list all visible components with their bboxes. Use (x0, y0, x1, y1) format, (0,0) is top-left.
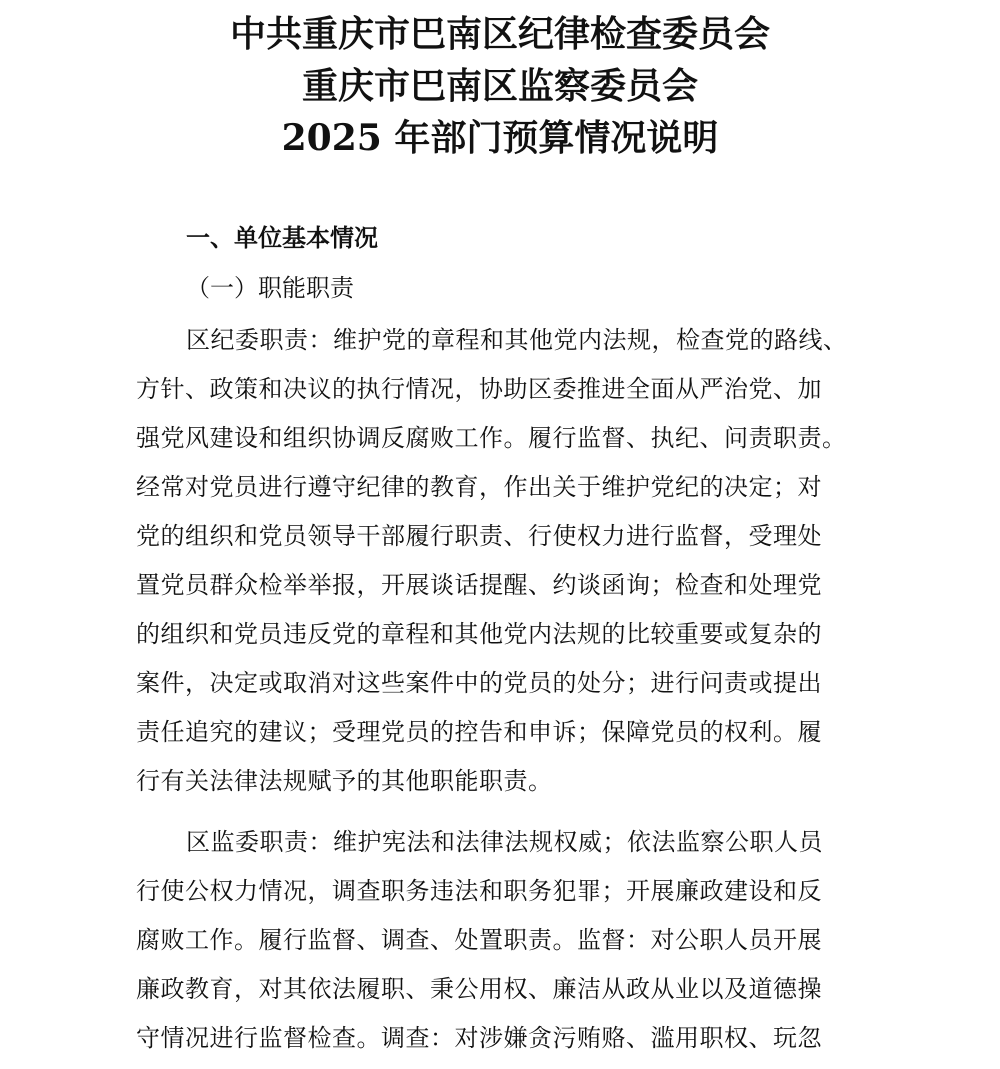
document-title (0, 8, 1000, 164)
paragraph-line: 腐败工作。履行监督、调查、处置职责。监督：对公职人员开展 (136, 926, 822, 954)
title-line-1: 中共重庆市巴南区纪律检查委员会 (229, 13, 770, 55)
title-line-2: 重庆市巴南区监察委员会 (301, 65, 698, 107)
paragraph-line: 区纪委职责：维护党的章程和其他党内法规，检查党的路线、 (186, 326, 848, 354)
paragraph-line: 方针、政策和决议的执行情况，协助区委推进全面从严治党、加 (136, 375, 822, 403)
paragraph-line: 区监委职责：维护宪法和法律法规权威；依法监察公职人员 (186, 828, 823, 856)
paragraph-line: 党的组织和党员领导干部履行职责、行使权力进行监督，受理处 (136, 522, 822, 550)
title-line-3: 2025 年部门预算情况说明 (281, 117, 719, 159)
paragraph-line: 责任追究的建议；受理党员的控告和申诉；保障党员的权利。履 (136, 718, 822, 746)
paragraph-supervision-duties (136, 818, 896, 1063)
paragraph-line: 廉政教育，对其依法履职、秉公用权、廉洁从政从业以及道德操 (136, 975, 822, 1003)
paragraph-commission-duties (136, 316, 896, 806)
paragraph-line: 的组织和党员违反党的章程和其他党内法规的比较重要或复杂的 (136, 620, 822, 648)
paragraph-line: 行有关法律法规赋予的其他职能职责。 (136, 767, 553, 795)
paragraph-line: 守情况进行监督检查。调查：对涉嫌贪污贿赂、滥用职权、玩忽 (136, 1024, 822, 1052)
paragraph-line: 行使公权力情况，调查职务违法和职务犯罪；开展廉政建设和反 (136, 877, 822, 905)
subsection-heading: （一）职能职责 (186, 274, 354, 302)
paragraph-line: 置党员群众检举举报，开展谈话提醒、约谈函询；检查和处理党 (136, 571, 822, 599)
paragraph-line: 强党风建设和组织协调反腐败工作。履行监督、执纪、问责职责。 (136, 424, 847, 452)
section-heading: 一、单位基本情况 (186, 224, 378, 252)
paragraph-line: 经常对党员进行遵守纪律的教育，作出关于维护党纪的决定；对 (136, 473, 822, 501)
paragraph-line: 案件，决定或取消对这些案件中的党员的处分；进行问责或提出 (136, 669, 822, 697)
